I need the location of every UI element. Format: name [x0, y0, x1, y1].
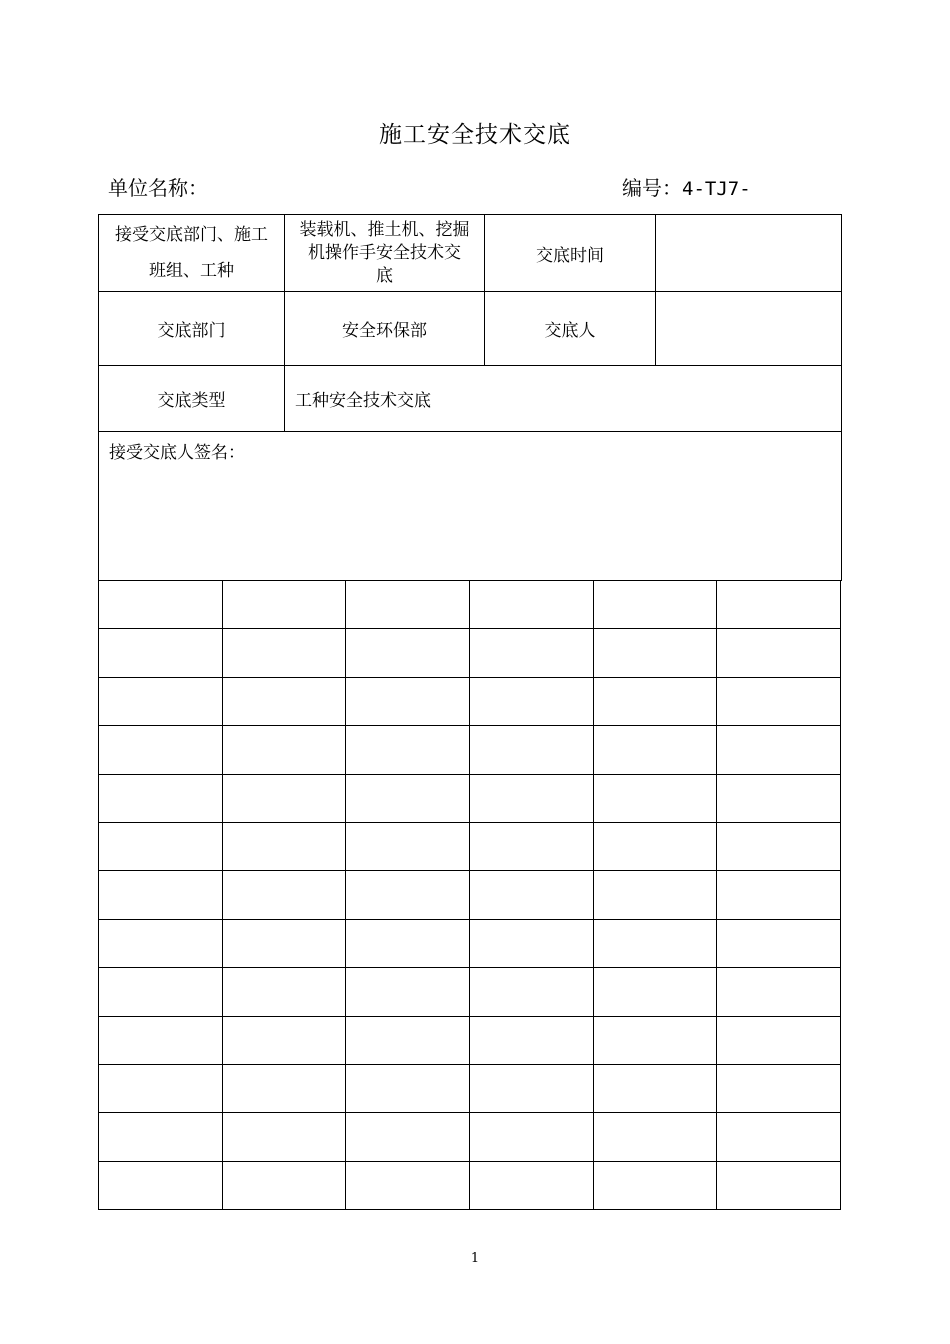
signature-grid-cell[interactable]: [99, 726, 223, 774]
signature-grid-cell[interactable]: [593, 581, 717, 629]
signature-grid-cell[interactable]: [593, 968, 717, 1016]
code-value: 4-TJ7-: [682, 178, 751, 200]
signature-grid-cell[interactable]: [99, 774, 223, 822]
signature-grid-cell[interactable]: [717, 726, 841, 774]
signature-grid-cell[interactable]: [222, 919, 346, 967]
page-number: 1: [470, 1251, 480, 1266]
briefing-time-value[interactable]: [656, 215, 842, 292]
signature-grid-cell[interactable]: [346, 581, 470, 629]
signature-grid-row: [99, 581, 841, 629]
signature-grid-cell[interactable]: [99, 822, 223, 870]
signature-grid-cell[interactable]: [469, 871, 593, 919]
signature-grid-cell[interactable]: [469, 726, 593, 774]
signature-grid-cell[interactable]: [99, 871, 223, 919]
form-row-department: [99, 215, 842, 292]
signature-grid-row: [99, 629, 841, 677]
signature-grid-row: [99, 726, 841, 774]
signature-grid-cell[interactable]: [346, 1161, 470, 1209]
signature-grid-cell[interactable]: [99, 1113, 223, 1161]
signature-area[interactable]: [99, 432, 842, 581]
signature-grid-cell[interactable]: [469, 919, 593, 967]
signature-grid-cell[interactable]: [593, 1113, 717, 1161]
signature-grid-cell[interactable]: [717, 677, 841, 725]
signature-grid-cell[interactable]: [469, 822, 593, 870]
signature-grid-cell[interactable]: [346, 1064, 470, 1112]
receiving-dept-label-line1: 接受交底部门、施工: [115, 225, 268, 245]
document-code: [622, 172, 751, 201]
signature-grid-cell[interactable]: [99, 581, 223, 629]
signature-grid-cell[interactable]: [717, 968, 841, 1016]
signature-grid-cell[interactable]: [222, 1161, 346, 1209]
form-row-type: [99, 366, 842, 432]
signature-grid-cell[interactable]: [99, 629, 223, 677]
signature-grid-cell[interactable]: [346, 871, 470, 919]
signature-grid-cell[interactable]: [346, 968, 470, 1016]
issuer-dept-value: 安全环保部: [285, 292, 485, 366]
signature-grid-cell[interactable]: [469, 968, 593, 1016]
signature-grid-row: [99, 919, 841, 967]
briefing-type-label: 交底类型: [99, 366, 285, 432]
signature-grid-cell[interactable]: [222, 968, 346, 1016]
signature-grid-cell[interactable]: [346, 1113, 470, 1161]
signature-grid-row: [99, 1161, 841, 1209]
signature-grid-cell[interactable]: [469, 581, 593, 629]
signature-grid-cell[interactable]: [222, 871, 346, 919]
signature-grid-cell[interactable]: [346, 774, 470, 822]
signature-grid-cell[interactable]: [593, 629, 717, 677]
task-line1: 装载机、推土机、挖掘: [299, 219, 470, 240]
signature-grid-cell[interactable]: [469, 629, 593, 677]
signature-grid-cell[interactable]: [717, 1113, 841, 1161]
form-row-signature: [99, 432, 842, 581]
signature-grid-row: [99, 968, 841, 1016]
signature-label: 接受交底人签名：: [109, 443, 245, 463]
signature-grid-cell[interactable]: [469, 1113, 593, 1161]
signature-grid-cell[interactable]: [593, 726, 717, 774]
signature-grid-cell[interactable]: [346, 919, 470, 967]
signature-grid-cell[interactable]: [222, 1064, 346, 1112]
signature-grid-cell[interactable]: [469, 774, 593, 822]
signature-grid-cell[interactable]: [346, 726, 470, 774]
signature-grid-cell[interactable]: [717, 1064, 841, 1112]
receiving-dept-label-line2: 班组、工种: [149, 261, 234, 281]
signature-grid-cell[interactable]: [99, 919, 223, 967]
signature-grid-cell[interactable]: [222, 822, 346, 870]
issuer-label: 交底人: [485, 292, 656, 366]
signature-grid-cell[interactable]: [222, 1113, 346, 1161]
signature-grid-row: [99, 1113, 841, 1161]
signature-grid-cell[interactable]: [469, 677, 593, 725]
signature-grid-row: [99, 871, 841, 919]
signature-grid-cell[interactable]: [717, 581, 841, 629]
receiving-dept-label-cell: [99, 215, 285, 292]
signature-grid-row: [99, 822, 841, 870]
signature-grid-cell[interactable]: [346, 822, 470, 870]
signature-grid-cell[interactable]: [717, 919, 841, 967]
signature-grid-cell[interactable]: [222, 677, 346, 725]
signature-grid-cell[interactable]: [99, 677, 223, 725]
signature-grid-cell[interactable]: [469, 1016, 593, 1064]
signature-grid-row: [99, 677, 841, 725]
signature-grid-cell[interactable]: [99, 1064, 223, 1112]
unit-name-label: 单位名称：: [108, 176, 208, 200]
signature-grid-row: [99, 774, 841, 822]
code-label: 编号：: [622, 176, 682, 200]
signature-grid-row: [99, 1064, 841, 1112]
issuer-dept-label: 交底部门: [99, 292, 285, 366]
task-line2: 机操作手安全技术交: [308, 242, 461, 263]
signature-grid-cell[interactable]: [593, 1016, 717, 1064]
signature-grid-cell[interactable]: [593, 822, 717, 870]
signature-grid-cell[interactable]: [593, 1161, 717, 1209]
signature-grid-cell[interactable]: [717, 1016, 841, 1064]
task-line3: 底: [376, 265, 393, 286]
signature-grid-cell[interactable]: [469, 1064, 593, 1112]
signature-grid-cell[interactable]: [717, 1161, 841, 1209]
signature-grid-cell[interactable]: [593, 871, 717, 919]
signature-grid-cell[interactable]: [717, 774, 841, 822]
signature-grid-cell[interactable]: [717, 871, 841, 919]
signature-grid-cell[interactable]: [346, 1016, 470, 1064]
signature-grid-cell[interactable]: [99, 968, 223, 1016]
signature-grid: [98, 580, 841, 1210]
signature-grid-cell[interactable]: [593, 774, 717, 822]
document-title: 施工安全技术交底: [379, 122, 571, 148]
briefing-task-cell: [285, 215, 485, 292]
issuer-value[interactable]: [656, 292, 842, 366]
signature-grid-cell[interactable]: [593, 677, 717, 725]
briefing-time-label: 交底时间: [485, 215, 656, 292]
briefing-type-value: 工种安全技术交底: [285, 366, 842, 432]
form-row-issuer: [99, 292, 842, 366]
signature-grid-cell[interactable]: [222, 629, 346, 677]
signature-grid-cell[interactable]: [717, 629, 841, 677]
signature-grid-cell[interactable]: [222, 774, 346, 822]
briefing-form-table: [98, 214, 842, 581]
signature-grid-cell[interactable]: [593, 1064, 717, 1112]
signature-grid-cell[interactable]: [469, 1161, 593, 1209]
signature-grid-cell[interactable]: [717, 822, 841, 870]
signature-grid-cell[interactable]: [99, 1016, 223, 1064]
signature-grid-cell[interactable]: [593, 919, 717, 967]
signature-grid-cell[interactable]: [346, 677, 470, 725]
signature-grid-cell[interactable]: [99, 1161, 223, 1209]
signature-grid-cell[interactable]: [222, 726, 346, 774]
signature-grid-cell[interactable]: [222, 581, 346, 629]
signature-grid-row: [99, 1016, 841, 1064]
signature-grid-cell[interactable]: [346, 629, 470, 677]
signature-grid-cell[interactable]: [222, 1016, 346, 1064]
